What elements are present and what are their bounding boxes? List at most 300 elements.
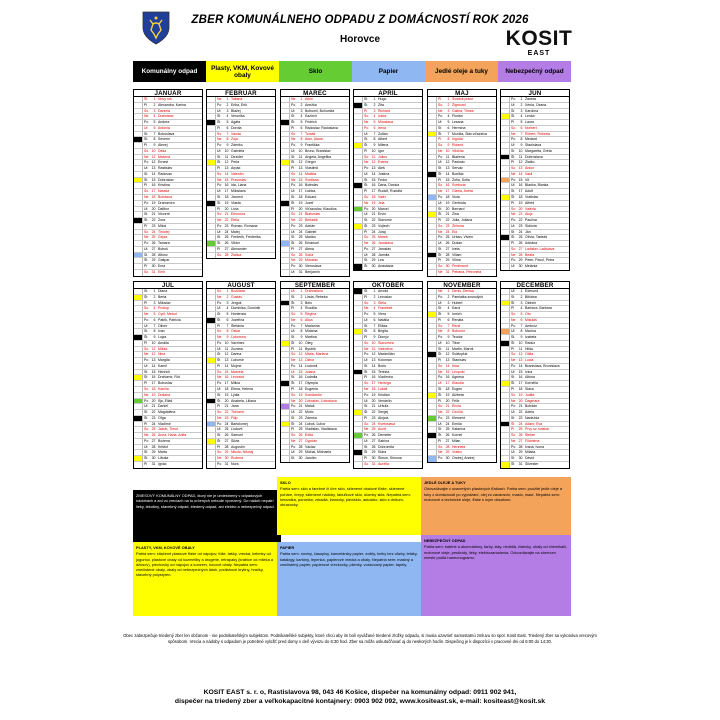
month-10 — [353, 281, 423, 469]
collection-marker — [354, 381, 363, 386]
collection-marker — [354, 264, 363, 270]
day-number: 2 — [373, 102, 376, 107]
collection-marker — [134, 218, 143, 223]
day-number: 1 — [520, 289, 523, 293]
collection-marker — [354, 301, 363, 306]
collection-marker — [281, 433, 290, 438]
collection-marker — [501, 132, 510, 137]
collection-marker — [207, 132, 216, 137]
name-day: Tomáš — [305, 131, 316, 136]
collection-marker — [207, 218, 216, 223]
name-day: Gregor — [305, 160, 316, 165]
weekday: Ut — [364, 212, 368, 217]
weekday: St — [144, 212, 148, 217]
day-number: 27 — [371, 246, 376, 251]
day-number: 31 — [445, 269, 450, 274]
collection-marker — [207, 427, 216, 432]
collection-marker — [354, 393, 363, 398]
collection-marker — [501, 450, 510, 455]
footer-note: Obec zabezpečuje triedený zber len občanom - nie podnikateľským subjektom. Podnikateľské subjekty, ktoré chcú aby im boli vyvážané triedené zložky odpadu, si musia uzavrieť samostatnú zmluvu so spol. Kosit East. Triedený zber sa vykonáva vrecovým spôsobom. Vrecia a nádoby s odpadom je potrebné vyložiť pred domy v deň vývozu do 6:30 hod. Zber sa môže uskutočňovať aj do neskorých hodín. Dispečing je k dispozícii v pracovné dni od 6:00 do 14:30. — [123, 633, 597, 644]
weekday: Št — [511, 381, 515, 386]
company-line-1: KOSIT EAST s. r. o, Rastislavova 98, 043 46 Košice, dispečer na komunálny odpad: 0911 902 941, — [203, 689, 517, 696]
collection-marker — [501, 207, 510, 212]
weekday: Pi — [144, 264, 148, 269]
day-number: 4 — [520, 306, 523, 311]
name-day: Žaneta — [525, 97, 536, 101]
month-days — [133, 289, 203, 469]
day-number: 22 — [371, 410, 376, 415]
name-day: Blažena — [452, 154, 465, 159]
name-day: Urban, Vivien — [452, 235, 473, 240]
collection-marker — [281, 132, 290, 137]
name-day: Klára — [378, 450, 387, 455]
name-day: Lenka — [525, 114, 535, 119]
collection-marker — [207, 155, 216, 160]
day-number: 22 — [298, 410, 303, 415]
weekday: Pi — [438, 258, 442, 263]
collection-marker — [428, 375, 437, 380]
collection-marker — [428, 289, 437, 294]
collection-marker — [134, 207, 143, 212]
day-number: 18 — [371, 387, 376, 392]
day-number: 7 — [300, 323, 303, 328]
name-day: Linda, Rebeka — [305, 294, 328, 299]
day-number: 27 — [518, 246, 523, 251]
collection-marker — [134, 120, 143, 125]
day-number: 19 — [151, 392, 156, 397]
name-day: Antónia — [158, 125, 170, 130]
name-day: Florián — [452, 114, 463, 119]
info-sklo — [277, 477, 421, 535]
collection-marker — [134, 301, 143, 306]
weekday: St — [364, 404, 368, 409]
name-day: Zoltán — [378, 131, 388, 136]
weekday: Po — [438, 114, 443, 119]
day-number: 12 — [518, 352, 523, 357]
name-day: Ingrida — [452, 137, 463, 142]
weekday: Št — [511, 461, 515, 466]
name-day: Bohumír — [452, 329, 466, 334]
collection-marker — [207, 295, 216, 300]
weekday: Št — [291, 241, 295, 246]
weekday: So — [364, 300, 369, 305]
collection-marker — [354, 212, 363, 217]
collection-marker — [281, 178, 290, 183]
weekday: Št — [144, 218, 148, 223]
weekday: Ut — [364, 317, 368, 322]
name-day: Beáta — [525, 252, 535, 257]
weekday: So — [511, 392, 516, 397]
logo-text: KOSIT — [505, 27, 573, 50]
weekday: Pi — [364, 415, 368, 420]
name-day: Radoslav, Radoslava — [305, 125, 338, 130]
collection-marker — [428, 439, 437, 444]
weekday: Št — [144, 335, 148, 340]
collection-marker — [281, 155, 290, 160]
day-number: 9 — [153, 143, 156, 148]
name-day: Adela — [525, 410, 534, 415]
name-day: Darina — [231, 352, 242, 357]
weekday: St — [144, 329, 148, 334]
day-number: 3 — [373, 108, 376, 113]
weekday: Št — [438, 392, 442, 397]
name-day: Drahoslava — [305, 289, 323, 293]
day-number: 20 — [298, 398, 303, 403]
collection-marker — [354, 306, 363, 311]
name-day: Vlasta — [231, 200, 241, 205]
weekday: Št — [438, 352, 442, 357]
month-5 — [427, 89, 497, 277]
name-day: Magdaléna — [158, 410, 176, 415]
collection-marker — [134, 172, 143, 177]
collection-marker — [281, 241, 290, 246]
name-day: Blahoslav — [305, 212, 321, 217]
day-number: 13 — [445, 358, 450, 363]
weekday: So — [364, 381, 369, 386]
collection-marker — [281, 207, 290, 212]
collection-marker — [501, 143, 510, 148]
weekday: Pi — [291, 306, 295, 311]
weekday: Pi — [144, 381, 148, 386]
name-day: Arpád — [231, 166, 241, 171]
weekday: St — [217, 195, 221, 200]
collection-marker — [428, 427, 437, 432]
name-day: Dezider — [231, 154, 244, 159]
collection-marker — [354, 335, 363, 340]
weekday: Ne — [364, 200, 369, 205]
day-number: 2 — [153, 294, 156, 299]
weekday: Po — [511, 404, 516, 409]
weekday: Ne — [144, 392, 149, 397]
legend-label: Papier — [378, 68, 399, 75]
name-day: Juraj — [378, 229, 386, 234]
day-number: 8 — [520, 329, 523, 334]
collection-marker — [281, 404, 290, 409]
collection-marker — [281, 189, 290, 194]
name-day: Erika, Erik — [231, 102, 247, 107]
day-row — [207, 253, 275, 259]
collection-marker — [207, 137, 216, 142]
name-day: Filoména — [525, 438, 540, 443]
weekday: Po — [144, 160, 149, 165]
name-day: Miroslava — [378, 120, 393, 125]
name-day: Gabriel — [305, 229, 317, 234]
day-number: 13 — [518, 166, 523, 171]
day-number: 26 — [518, 241, 523, 246]
info-text: ZMESOVÝ KOMUNÁLNY ODPAD, ktorý nie je umiestnený v odpadových nádobách a ani vo vreciach na to určených nebude vyvezený. Do nádob nepatrí lieky, tekutiny, stavebný odpad, triedený odpad, ani elektro a nebezpečný odpad. — [136, 493, 275, 509]
day-number: 12 — [298, 352, 303, 357]
day-number: 11 — [445, 346, 450, 351]
day-row — [428, 456, 496, 462]
day-number: 4 — [300, 114, 303, 119]
name-day: Ľubomír — [231, 358, 244, 363]
collection-marker — [501, 235, 510, 240]
collection-marker — [134, 253, 143, 258]
name-day: Denis, Denisa — [452, 289, 474, 293]
name-day: Žigmund — [452, 102, 466, 107]
day-number: 2 — [373, 294, 376, 299]
weekday: Po — [364, 206, 369, 211]
collection-marker — [354, 207, 363, 212]
name-day: Drahoslav — [158, 114, 174, 119]
weekday: Št — [144, 375, 148, 380]
weekday: St — [364, 363, 368, 368]
day-row — [281, 456, 349, 462]
day-number: 16 — [518, 375, 523, 380]
weekday: Po — [364, 352, 369, 357]
name-day: Vladimíra — [378, 375, 393, 380]
day-number: 19 — [371, 200, 376, 205]
day-number: 21 — [298, 404, 303, 409]
collection-marker — [207, 410, 216, 415]
day-number: 28 — [371, 252, 376, 257]
collection-marker — [207, 201, 216, 206]
collection-marker — [354, 364, 363, 369]
name-day: Zina — [452, 212, 459, 217]
name-day: Ondrej, Andrej — [452, 456, 475, 461]
weekday: So — [364, 154, 369, 159]
collection-marker — [354, 253, 363, 258]
name-day: Igor — [378, 148, 385, 153]
name-day: Levoslav — [378, 294, 392, 299]
weekday: Po — [511, 323, 516, 328]
name-day: Jakub, Timur — [158, 427, 179, 432]
day-number: 23 — [445, 415, 450, 420]
name-day: Martin, Maroš — [452, 346, 474, 351]
collection-marker — [354, 114, 363, 119]
month-2 — [206, 89, 276, 277]
weekday: Ut — [438, 241, 442, 246]
day-number: 25 — [445, 427, 450, 432]
collection-marker — [134, 155, 143, 160]
weekday: Po — [144, 241, 149, 246]
name-day: Sidónia — [525, 223, 537, 228]
day-number: 23 — [151, 223, 156, 228]
weekday: Po — [438, 195, 443, 200]
name-day: Otília — [525, 352, 534, 357]
day-number: 27 — [224, 246, 229, 251]
weekday: So — [217, 450, 222, 455]
collection-marker — [501, 301, 510, 306]
month-days — [133, 97, 203, 277]
weekday: Ut — [364, 438, 368, 443]
collection-marker — [354, 155, 363, 160]
day-number: 28 — [151, 444, 156, 449]
day-number: 25 — [298, 235, 303, 240]
name-day: Emília — [452, 421, 462, 426]
weekday: Št — [217, 398, 221, 403]
collection-marker — [207, 399, 216, 404]
weekday: Ut — [291, 329, 295, 334]
collection-marker — [134, 381, 143, 386]
name-day: Stanislava — [525, 143, 542, 148]
collection-marker — [134, 399, 143, 404]
collection-marker — [428, 358, 437, 363]
collection-marker — [354, 201, 363, 206]
weekday: Po — [291, 102, 296, 107]
day-row — [501, 264, 569, 270]
collection-marker — [281, 347, 290, 352]
name-day: Emil — [158, 269, 165, 274]
collection-marker — [134, 352, 143, 357]
weekday: Po — [217, 143, 222, 148]
month-days — [500, 97, 570, 271]
month-days — [206, 97, 276, 259]
collection-marker — [207, 364, 216, 369]
weekday: Ut — [291, 269, 295, 274]
day-number: 17 — [151, 189, 156, 194]
legend-label: Komunálny odpad — [141, 68, 198, 75]
name-day: Cyril, Metod — [158, 312, 177, 317]
weekday: So — [217, 410, 222, 415]
name-day: Servác — [452, 166, 463, 171]
name-day: Peter, Pavol, Petra — [525, 258, 555, 263]
collection-marker — [134, 289, 143, 294]
name-day: Renáta — [452, 317, 464, 322]
day-number: 20 — [224, 206, 229, 211]
weekday: Št — [364, 289, 368, 293]
weekday: Ne — [144, 195, 149, 200]
weekday: St — [511, 229, 515, 234]
name-day: Svätopluk — [452, 352, 468, 357]
name-day: Marek — [378, 235, 388, 240]
weekday: Ne — [144, 312, 149, 317]
day-number: 23 — [518, 415, 523, 420]
weekday: Ne — [291, 177, 296, 182]
name-day: Matúš — [305, 404, 315, 409]
day-number: 19 — [518, 392, 523, 397]
day-row — [428, 270, 496, 276]
weekday: Ut — [364, 358, 368, 363]
weekday: Ut — [144, 166, 148, 171]
weekday: So — [291, 252, 296, 257]
name-day: Brigita — [378, 329, 388, 334]
day-number: 19 — [371, 392, 376, 397]
collection-marker — [207, 207, 216, 212]
day-number: 31 — [151, 269, 156, 274]
day-number: 24 — [151, 421, 156, 426]
weekday: Pi — [144, 183, 148, 188]
day-number: 6 — [373, 317, 376, 322]
weekday: So — [144, 148, 149, 153]
name-day: Hilda — [525, 346, 533, 351]
name-day: Alica — [305, 317, 313, 322]
collection-marker — [207, 445, 216, 450]
weekday: So — [217, 252, 222, 257]
collection-marker — [501, 335, 510, 340]
name-day: Jaromír — [231, 195, 243, 200]
month-1 — [133, 89, 203, 277]
weekday: Pi — [144, 143, 148, 148]
name-day: Ema — [158, 264, 166, 269]
day-number: 17 — [445, 381, 450, 386]
day-number: 7 — [226, 131, 229, 136]
weekday: Ut — [438, 381, 442, 386]
day-number: 11 — [224, 346, 229, 351]
day-number: 6 — [300, 125, 303, 130]
collection-marker — [501, 410, 510, 415]
weekday: St — [217, 114, 221, 119]
day-number: 19 — [445, 200, 450, 205]
day-number: 26 — [151, 241, 156, 246]
name-day: Kvetoslava — [378, 421, 396, 426]
weekday: Ut — [291, 108, 295, 113]
weekday: Ne — [291, 258, 296, 263]
weekday: St — [511, 415, 515, 420]
day-number: 6 — [153, 125, 156, 130]
day-number: 22 — [445, 410, 450, 415]
collection-marker — [428, 230, 437, 235]
name-day: Gizela, Aneta — [452, 189, 473, 194]
weekday: So — [438, 444, 443, 449]
weekday: Št — [217, 438, 221, 443]
weekday: Pi — [144, 461, 148, 466]
weekday: Po — [438, 335, 443, 340]
weekday: Po — [511, 218, 516, 223]
collection-marker — [281, 393, 290, 398]
weekday: Št — [438, 171, 442, 176]
weekday: Ut — [144, 246, 148, 251]
name-day: Slavomíra — [378, 340, 394, 345]
name-day: Alena — [305, 246, 314, 251]
collection-marker — [501, 120, 510, 125]
weekday: So — [217, 212, 222, 217]
day-number: 3 — [226, 300, 229, 305]
weekday: So — [364, 114, 369, 119]
day-number: 6 — [226, 317, 229, 322]
name-day: Ferdinand — [452, 264, 468, 269]
collection-marker — [501, 189, 510, 194]
day-number: 24 — [371, 421, 376, 426]
weekday: Ut — [511, 369, 515, 374]
weekday: Pi — [291, 246, 295, 251]
name-day: Dobroslav — [158, 177, 174, 182]
day-number: 23 — [371, 223, 376, 228]
name-day: Ivana, Ivona — [525, 444, 545, 449]
weekday: Ut — [511, 329, 515, 334]
weekday: Ut — [291, 148, 295, 153]
name-day: Matej — [231, 229, 240, 234]
weekday: Pi — [144, 102, 148, 107]
day-number: 27 — [224, 438, 229, 443]
day-number: 14 — [151, 363, 156, 368]
collection-marker — [281, 172, 290, 177]
day-number: 25 — [298, 427, 303, 432]
name-day: Jolana — [305, 369, 316, 374]
weekday: So — [144, 346, 149, 351]
name-day: František — [378, 306, 393, 311]
name-day: Gertrúda — [452, 200, 466, 205]
weekday: St — [364, 323, 368, 328]
weekday: Pi — [217, 363, 221, 368]
day-number: 22 — [151, 218, 156, 223]
day-number: 10 — [298, 340, 303, 345]
collection-marker — [501, 306, 510, 311]
day-number: 24 — [518, 421, 523, 426]
collection-marker — [428, 324, 437, 329]
name-day: Alojzia — [378, 415, 389, 420]
weekday: St — [438, 206, 442, 211]
name-day: Ela — [452, 229, 458, 234]
month-11 — [427, 281, 497, 469]
day-number: 5 — [226, 312, 229, 317]
day-number: 5 — [520, 120, 523, 125]
weekday: Ne — [291, 218, 296, 223]
day-number: 8 — [520, 137, 523, 142]
weekday: Št — [217, 120, 221, 125]
name-day: Viktor — [231, 241, 240, 246]
info-oleje — [421, 477, 571, 535]
